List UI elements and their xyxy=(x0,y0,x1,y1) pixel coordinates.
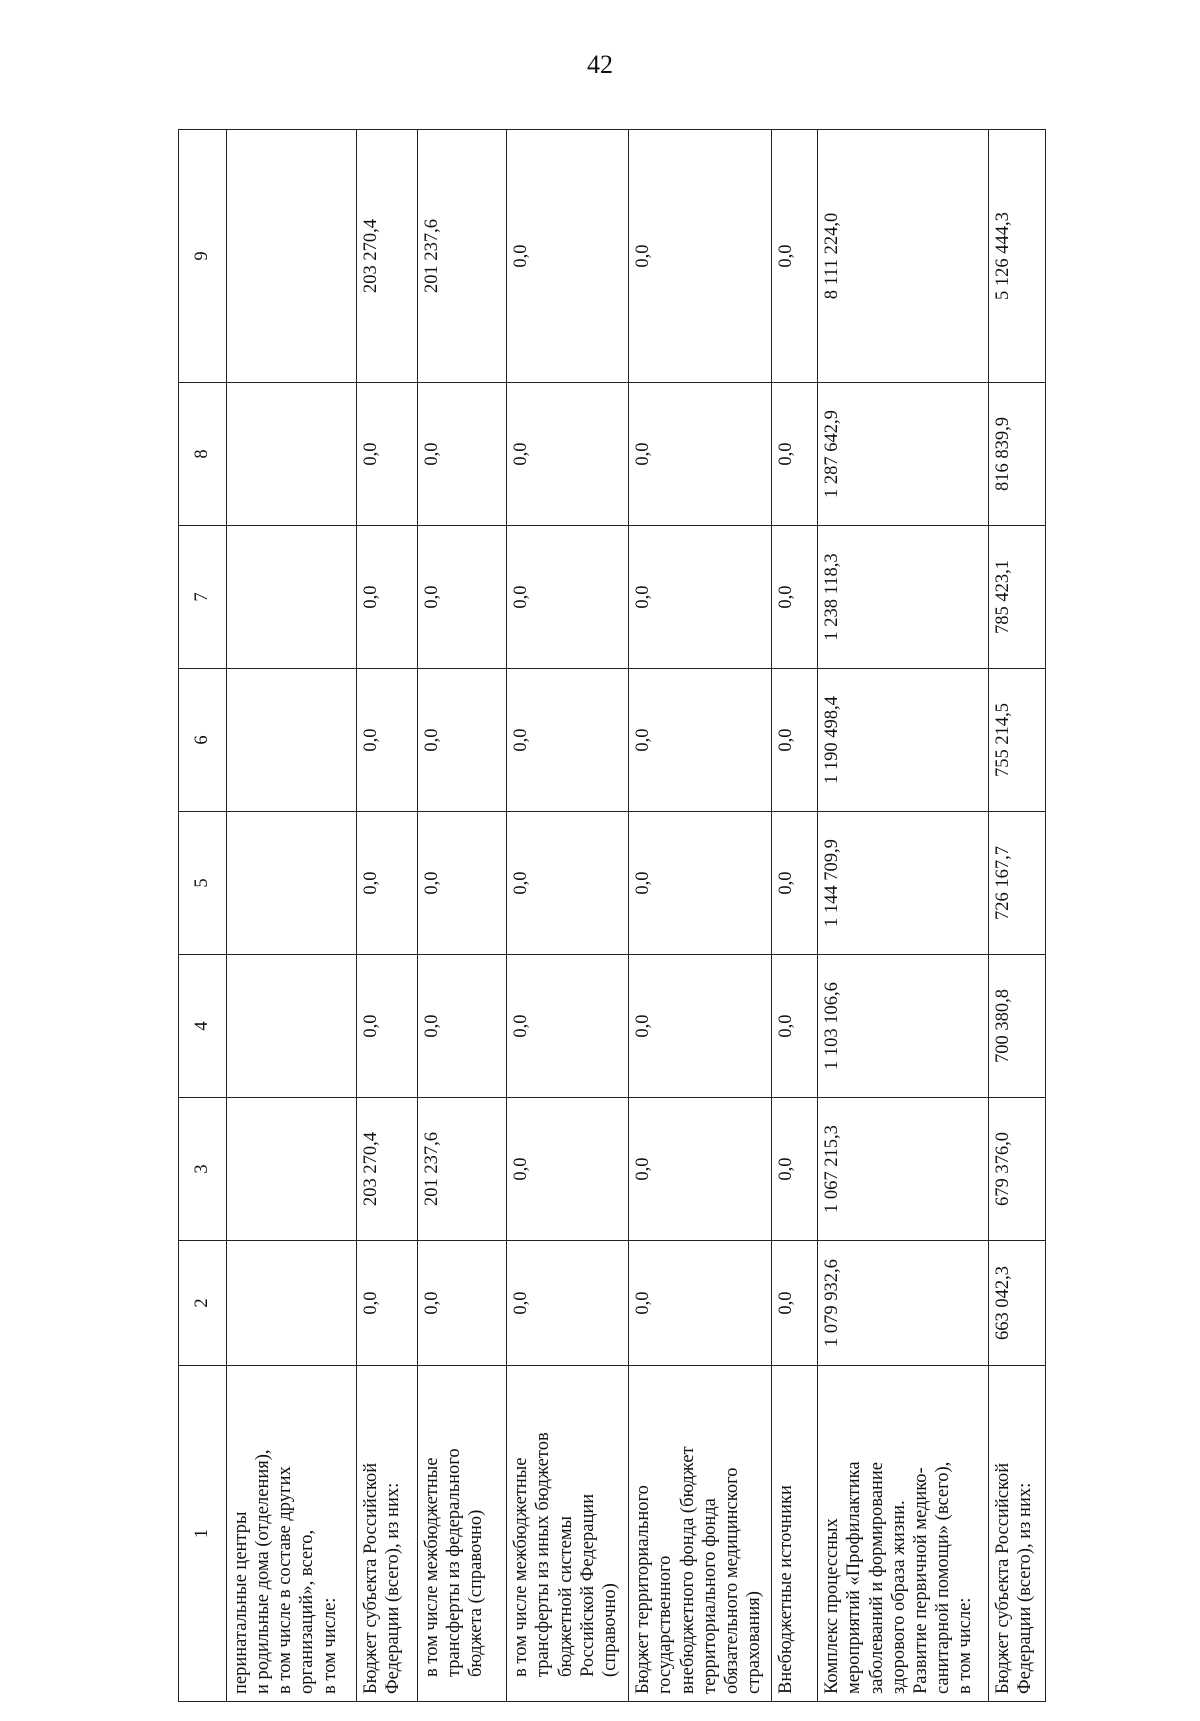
value-cell: 726 167,7 xyxy=(989,812,1046,955)
row-label: в том числе межбюджетные трансферты из иных бюджетов бюджетной системы Российской Федерации (справочно) xyxy=(507,1366,629,1702)
value-cell: 0,0 xyxy=(771,383,818,526)
value-cell: 0,0 xyxy=(507,1098,629,1241)
value-cell: 0,0 xyxy=(629,383,771,526)
value-cell xyxy=(226,526,356,669)
budget-table xyxy=(178,129,1046,1702)
value-cell: 785 423,1 xyxy=(989,526,1046,669)
value-cell: 0,0 xyxy=(417,526,506,669)
value-cell: 0,0 xyxy=(771,526,818,669)
column-header: 5 xyxy=(179,812,227,955)
value-cell: 0,0 xyxy=(507,955,629,1098)
value-cell: 0,0 xyxy=(507,383,629,526)
value-cell: 5 126 444,3 xyxy=(989,130,1046,383)
column-header: 1 xyxy=(179,1366,227,1702)
row-label: в том числе межбюджетные трансферты из федерального бюджета (справочно) xyxy=(417,1366,506,1702)
value-cell: 0,0 xyxy=(629,526,771,669)
value-cell: 0,0 xyxy=(356,669,417,812)
value-cell: 201 237,6 xyxy=(417,130,506,383)
value-cell xyxy=(226,1098,356,1241)
value-cell: 0,0 xyxy=(417,1241,506,1366)
value-cell: 0,0 xyxy=(771,955,818,1098)
value-cell: 0,0 xyxy=(417,383,506,526)
table-row xyxy=(507,130,629,1702)
table-row xyxy=(989,130,1046,1702)
table-row xyxy=(771,130,818,1702)
value-cell: 1 144 709,9 xyxy=(818,812,989,955)
value-cell: 0,0 xyxy=(417,669,506,812)
row-label: Комплекс процессных мероприятий «Профилактика заболеваний и формирование здорового образа жизни. Развитие первичной медико- санитарной помощи» (всего), в том числе: xyxy=(818,1366,989,1702)
value-cell: 1 238 118,3 xyxy=(818,526,989,669)
value-cell: 0,0 xyxy=(629,1241,771,1366)
table-row xyxy=(226,130,356,1702)
value-cell: 203 270,4 xyxy=(356,130,417,383)
value-cell: 0,0 xyxy=(507,526,629,669)
value-cell: 0,0 xyxy=(507,1241,629,1366)
value-cell: 0,0 xyxy=(356,955,417,1098)
value-cell: 0,0 xyxy=(507,130,629,383)
value-cell: 0,0 xyxy=(507,669,629,812)
value-cell: 1 287 642,9 xyxy=(818,383,989,526)
row-label: перинатальные центры и родильные дома (отделения), в том числе в составе других организаций», всего, в том числе: xyxy=(226,1366,356,1702)
value-cell: 201 237,6 xyxy=(417,1098,506,1241)
column-header: 6 xyxy=(179,669,227,812)
value-cell: 203 270,4 xyxy=(356,1098,417,1241)
row-label: Внебюджетные источники xyxy=(771,1366,818,1702)
value-cell: 663 042,3 xyxy=(989,1241,1046,1366)
page-number: 42 xyxy=(587,50,613,79)
value-cell: 0,0 xyxy=(629,669,771,812)
column-header: 2 xyxy=(179,1241,227,1366)
value-cell: 816 839,9 xyxy=(989,383,1046,526)
rotated-table-container xyxy=(178,130,1046,1702)
value-cell: 1 103 106,6 xyxy=(818,955,989,1098)
value-cell: 0,0 xyxy=(417,955,506,1098)
value-cell: 0,0 xyxy=(507,812,629,955)
value-cell: 0,0 xyxy=(356,526,417,669)
table-row xyxy=(629,130,771,1702)
value-cell: 0,0 xyxy=(629,812,771,955)
value-cell: 0,0 xyxy=(356,1241,417,1366)
value-cell: 0,0 xyxy=(771,812,818,955)
value-cell: 1 190 498,4 xyxy=(818,669,989,812)
value-cell: 0,0 xyxy=(771,130,818,383)
value-cell: 8 111 224,0 xyxy=(818,130,989,383)
column-header: 7 xyxy=(179,526,227,669)
value-cell: 0,0 xyxy=(771,1241,818,1366)
row-label: Бюджет субъекта Российской Федерации (всего), из них: xyxy=(356,1366,417,1702)
table-body xyxy=(179,130,1046,1702)
value-cell xyxy=(226,669,356,812)
value-cell: 0,0 xyxy=(356,383,417,526)
table-row xyxy=(417,130,506,1702)
value-cell xyxy=(226,812,356,955)
column-header: 3 xyxy=(179,1098,227,1241)
table-row xyxy=(818,130,989,1702)
value-cell: 0,0 xyxy=(629,130,771,383)
value-cell: 0,0 xyxy=(629,955,771,1098)
value-cell xyxy=(226,130,356,383)
column-header-row xyxy=(179,130,227,1702)
column-header: 4 xyxy=(179,955,227,1098)
value-cell: 755 214,5 xyxy=(989,669,1046,812)
value-cell: 700 380,8 xyxy=(989,955,1046,1098)
value-cell: 0,0 xyxy=(356,812,417,955)
value-cell: 0,0 xyxy=(771,669,818,812)
value-cell xyxy=(226,383,356,526)
column-header: 9 xyxy=(179,130,227,383)
value-cell: 0,0 xyxy=(771,1098,818,1241)
table-row xyxy=(356,130,417,1702)
value-cell: 0,0 xyxy=(417,812,506,955)
row-label: Бюджет субъекта Российской Федерации (всего), из них: xyxy=(989,1366,1046,1702)
value-cell: 1 079 932,6 xyxy=(818,1241,989,1366)
value-cell: 1 067 215,3 xyxy=(818,1098,989,1241)
value-cell: 679 376,0 xyxy=(989,1098,1046,1241)
value-cell xyxy=(226,1241,356,1366)
row-label: Бюджет территориального государственного внебюджетного фонда (бюджет территориального фонда обязательного медицинского страхования) xyxy=(629,1366,771,1702)
column-header: 8 xyxy=(179,383,227,526)
value-cell: 0,0 xyxy=(629,1098,771,1241)
value-cell xyxy=(226,955,356,1098)
